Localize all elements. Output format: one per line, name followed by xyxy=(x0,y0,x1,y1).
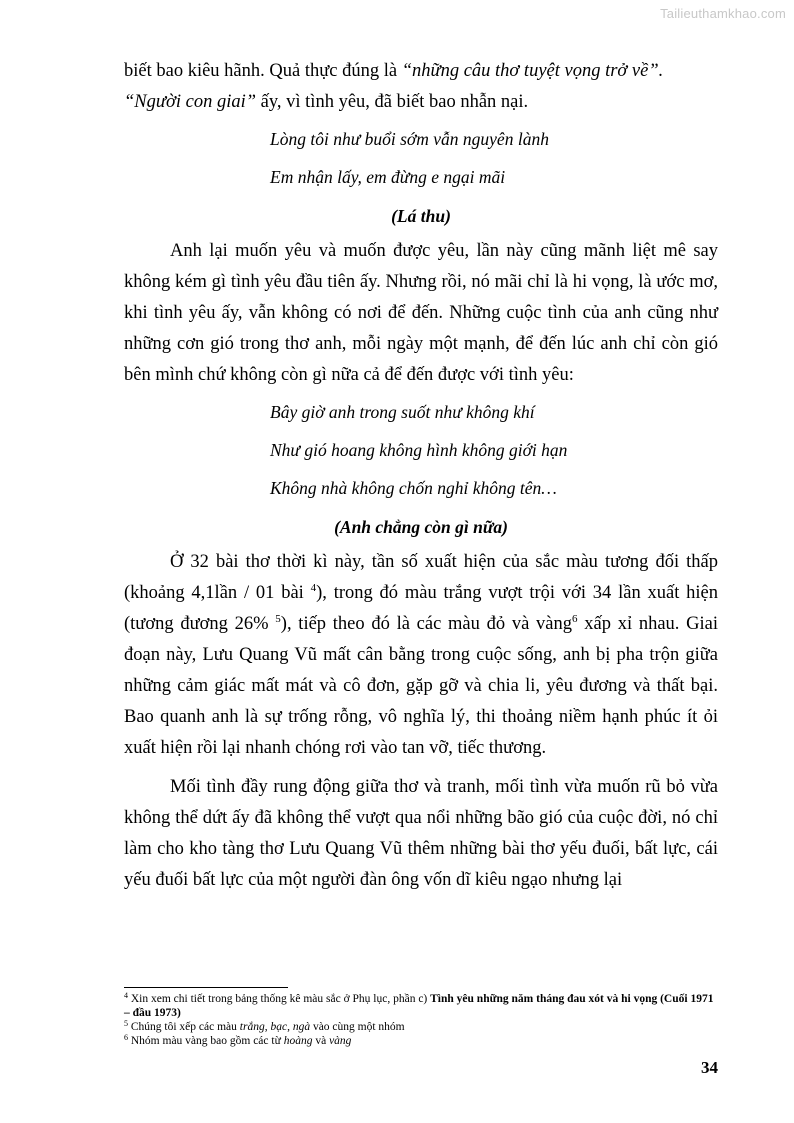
watermark: Tailieuthamkhao.com xyxy=(660,6,786,21)
para1-text: biết bao kiêu hãnh. Quả thực đúng là xyxy=(124,61,402,81)
paragraph-3 xyxy=(124,547,718,764)
footnote-text: Xin xem chi tiết trong bảng thống kê màu sắc ở Phụ lục, phần c) xyxy=(128,993,431,1005)
poem-line: Như gió hoang không hình không giới hạn xyxy=(270,440,568,460)
page-number: 34 xyxy=(701,1058,718,1077)
poem-anh-chang-con-gi-nua xyxy=(124,391,718,509)
para1-quote-2: “Người con giai” xyxy=(124,92,257,112)
poem-line: Không nhà không chốn nghỉ không tên… xyxy=(270,478,557,498)
footnote-bold-text: Tình yêu những năm tháng đau xót và hi vọng (Cuối 1971 – đầu 1973) xyxy=(124,993,714,1019)
footnote-italic: ngà xyxy=(292,1021,311,1033)
poem-source: (Anh chẳng còn gì nữa) xyxy=(334,517,508,537)
footnote-text: , xyxy=(287,1021,293,1033)
footnote-ref-4[interactable]: 4 xyxy=(310,582,317,594)
poem-line: Em nhận lấy, em đừng e ngại mãi xyxy=(270,167,506,187)
para3-text: ), tiếp theo đó là các màu đỏ và vàng xyxy=(280,614,573,634)
poem-source: (Lá thu) xyxy=(391,206,451,226)
para3-text: ), trong đó màu trắng vượt trội với 34 lần xuất hiện (tương đương 26% xyxy=(124,583,718,634)
para1-quote-1: “những câu thơ tuyệt vọng trở về”. xyxy=(401,61,664,81)
footnote-ref-5[interactable]: 5 xyxy=(275,613,281,625)
footnote-text: Chúng tôi xếp các màu xyxy=(128,1021,240,1033)
paragraph-4: Mối tình đầy rung động giữa thơ và tranh, mối tình vừa muốn rũ bỏ vừa không thể dứt ấy đã không thể vượt qua nổi những bão gió của cuộc đời, nó chỉ làm cho kho tàng thơ Lưu Quang Vũ thêm những bài thơ yếu đuối, bất lực, cái yếu đuối bất lực của một người đàn ông vốn dĩ kiêu ngạo nhưng lại xyxy=(124,777,718,890)
footnote-ref-6[interactable]: 6 xyxy=(572,613,578,625)
para1-text-2: ấy, vì tình yêu, đã biết bao nhẫn nại. xyxy=(256,92,529,112)
footnote-number: 6 xyxy=(124,1033,128,1042)
footnote-4 xyxy=(124,992,718,1020)
footnote-5 xyxy=(124,1020,718,1034)
footnote-text: Nhóm màu vàng bao gồm các từ xyxy=(128,1035,284,1047)
poem-line: Lòng tôi như buổi sớm vẫn nguyên lành xyxy=(270,129,549,149)
footnote-text: , xyxy=(264,1021,271,1033)
footnote-divider xyxy=(124,987,288,988)
footnote-number: 5 xyxy=(124,1019,128,1028)
footnote-italic: bạc xyxy=(270,1021,288,1033)
poem-line: Bây giờ anh trong suốt như không khí xyxy=(270,402,535,422)
page-body xyxy=(124,56,718,896)
paragraph-2: Anh lại muốn yêu và muốn được yêu, lần này cũng mãnh liệt mê say không kém gì tình yêu đầu tiên ấy. Nhưng rồi, nó mãi chỉ là hi vọng, là ước mơ, khi tình yêu ấy, vẫn không có nơi để đến. Những cuộc tình của anh cũng như những cơn gió trong thơ anh, mỗi ngày một mạnh, để đến lúc anh chỉ còn gió bên mình chứ không còn gì nữa cả để đến được với tình yêu: xyxy=(124,241,718,385)
footnote-text: vào cùng một nhóm xyxy=(310,1021,405,1033)
footnote-number: 4 xyxy=(124,991,128,1000)
footnote-italic: hoàng xyxy=(283,1035,313,1047)
footnote-italic: vàng xyxy=(329,1035,352,1047)
para3-text: Ở 32 bài thơ thời kì này, tần số xuất hiện của sắc màu tương đối thấp (khoảng 4,1lần / 01 bài xyxy=(124,552,718,603)
para3-text: xấp xỉ nhau. Giai đoạn này, Lưu Quang Vũ mất cân bằng trong cuộc sống, anh bị pha trộn giữa những cảm giác mất mát và cô đơn, gặp gỡ và chia li, yêu đương và thất bại. Bao quanh anh là sự trống rỗng, vô nghĩa lý, thi thoảng niềm hạnh phúc ít ỏi xuất hiện rồi lại nhanh chóng rơi vào tan vỡ, tiếc thương. xyxy=(124,614,718,758)
poem-la-thu xyxy=(124,118,718,198)
footnote-italic: trắng xyxy=(239,1021,265,1033)
footnotes xyxy=(124,992,718,1048)
footnote-text: và xyxy=(312,1035,330,1047)
footnote-6 xyxy=(124,1034,718,1048)
paragraph-intro xyxy=(124,56,718,118)
